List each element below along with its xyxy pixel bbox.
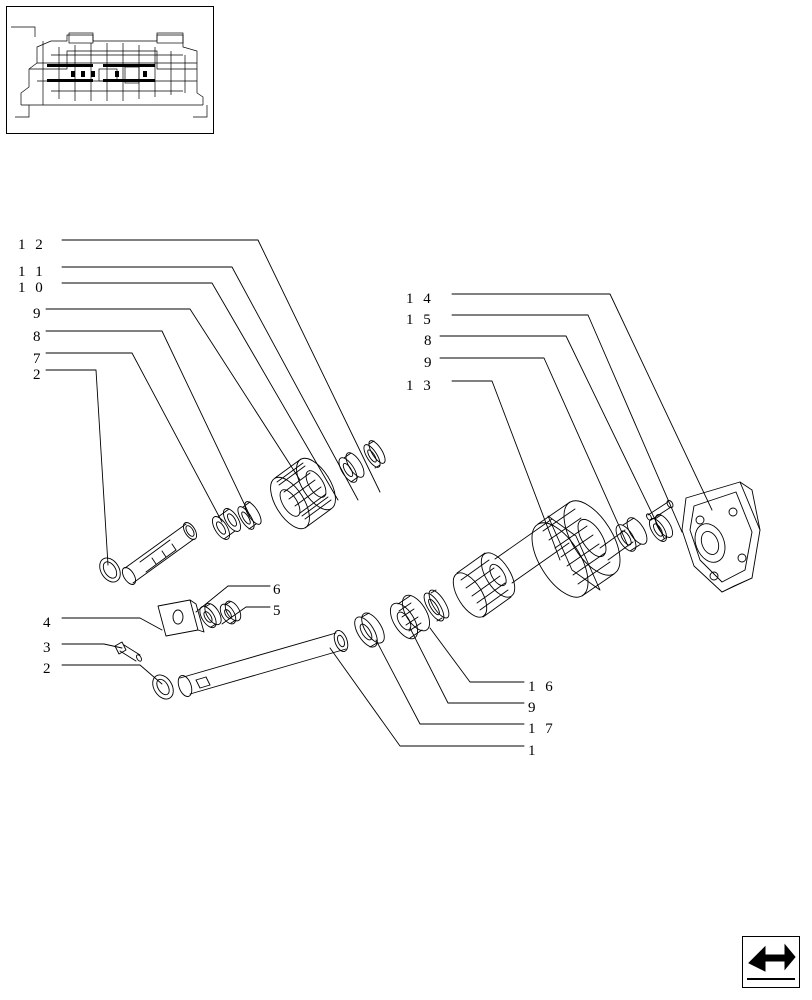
callout-15: 1 5: [406, 312, 434, 328]
callout-3: 3: [43, 640, 54, 656]
callout-9-right: 9: [424, 355, 435, 371]
callout-10: 1 0: [18, 280, 46, 296]
callout-2-upper: 2: [33, 367, 44, 383]
assembly-location-thumbnail: [6, 6, 214, 134]
page-corner-arrow-marker: [742, 936, 800, 988]
corner-arrow-icon: [743, 937, 799, 987]
callout-16: 1 6: [528, 679, 556, 695]
callout-8-upper: 8: [33, 329, 44, 345]
callout-13: 1 3: [406, 378, 434, 394]
callout-17: 1 7: [528, 721, 556, 737]
callout-2-lower: 2: [43, 661, 54, 677]
callout-9-upper: 9: [33, 306, 44, 322]
callout-1: 1: [528, 743, 539, 759]
callout-6: 6: [273, 582, 284, 598]
thumbnail-drawing: [7, 7, 213, 133]
callout-12: 1 2: [18, 237, 46, 253]
callout-11: 1 1: [18, 264, 46, 280]
callout-14: 1 4: [406, 291, 434, 307]
callout-4: 4: [43, 615, 54, 631]
callout-5: 5: [273, 603, 284, 619]
callout-7: 7: [33, 351, 44, 367]
callout-9-lower: 9: [528, 700, 539, 716]
callout-8-right: 8: [424, 333, 435, 349]
